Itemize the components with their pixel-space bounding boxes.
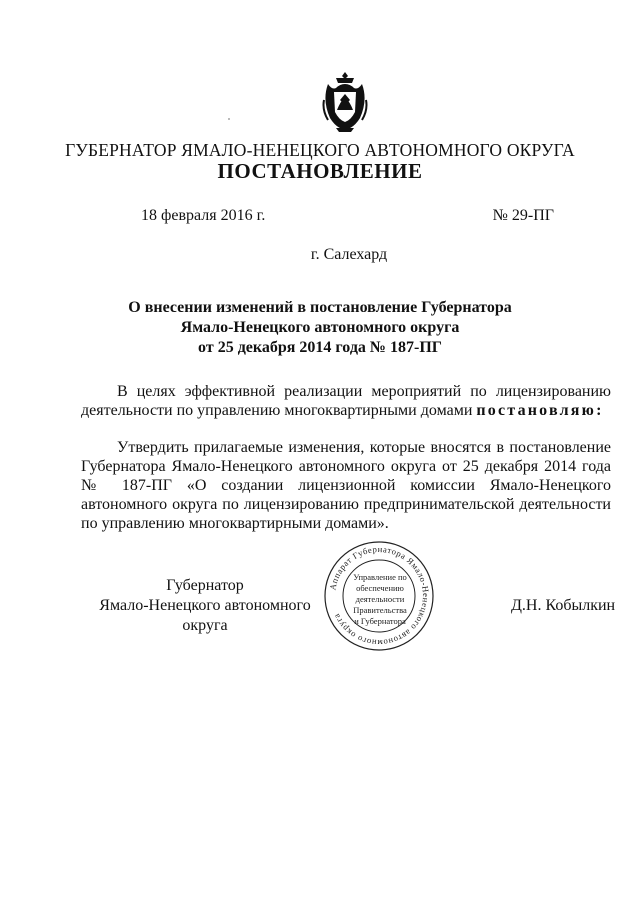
document-city: г. Салехард [310, 246, 388, 263]
stamp-line-4: Правительства [353, 605, 407, 615]
scan-speck [228, 118, 230, 120]
document-date: 18 февраля 2016 г. [141, 207, 266, 224]
stamp-outer-text: Аппарат Губернатора Ямало-Ненецкого автономного округа [327, 543, 432, 649]
document-subject [0, 298, 640, 358]
subject-line-3: от 25 декабря 2014 года № 187-ПГ [198, 339, 442, 356]
subject-line-1: О внесении изменений в постановление Губернатора [128, 299, 512, 316]
paragraph-decision [81, 438, 611, 533]
signatory-title-line-2: Ямало-Ненецкого автономного округа [99, 597, 311, 634]
subject-line-2: Ямало-Ненецкого автономного округа [180, 319, 460, 336]
stamp-line-1: Управление по [353, 572, 407, 582]
coat-of-arms-icon [322, 70, 368, 134]
organization-title: ГУБЕРНАТОР ЯМАЛО-НЕНЕЦКОГО АВТОНОМНОГО ОКРУГА [65, 140, 575, 160]
decision-text: Утвердить прилагаемые изменения, которые вносятся в постановление Губернатора Ямало-Ненецкого автономного округа от 25 декабря 2014 года № 187-ПГ «О создании лицензионной комиссии Ямало-Ненецкого автономного округа по лицензированию предпринимательской деятельности по управлению многоквартирными домами». [81, 439, 611, 532]
signatory-title-line-1: Губернатор [166, 577, 244, 594]
stamp-line-5: и Губернатора [354, 616, 406, 626]
stamp-line-3: деятельности [355, 594, 405, 604]
document-type: ПОСТАНОВЛЕНИЕ [217, 159, 423, 183]
signatory-name: Д.Н. Кобылкин [511, 597, 616, 614]
resolution-word: постановляю: [476, 402, 604, 419]
stamp-line-2: обеспечению [356, 583, 404, 593]
preamble-text: В целях эффективной реализации мероприятий по лицензированию деятельности по управлению многоквартирными домами [81, 383, 611, 419]
stamp-inner-text [340, 572, 420, 627]
signatory-title [80, 576, 330, 636]
paragraph-preamble [81, 382, 611, 420]
document-number: № 29-ПГ [492, 207, 554, 224]
